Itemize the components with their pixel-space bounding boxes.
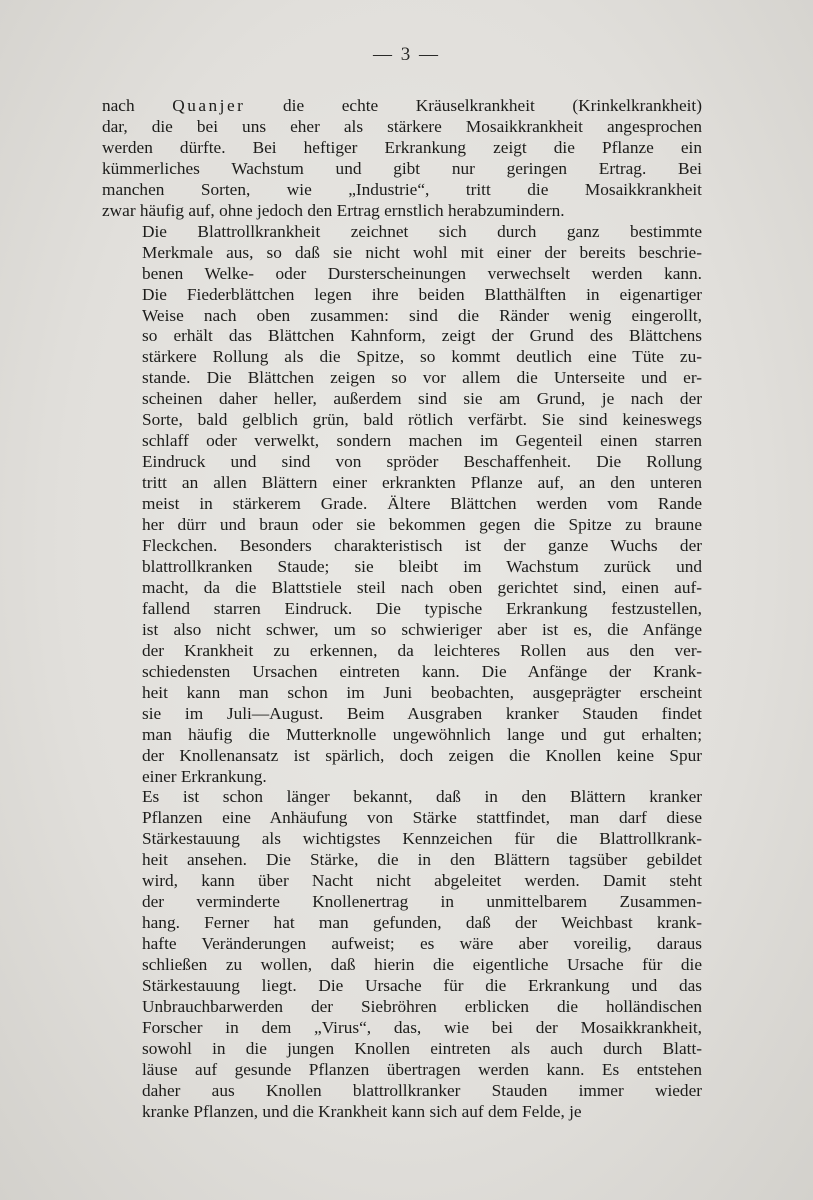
paragraph-2 [102, 222, 702, 788]
text-line: werden dürfte. Bei heftiger Erkrankung zeigt die Pflanze ein [102, 137, 702, 157]
text-line: nach Quanjer die echte Kräuselkrankheit (Krinkelkrankheit) [102, 96, 702, 115]
page-number: — 3 — [373, 44, 440, 65]
text-line: dar, die bei uns eher als stärkere Mosaikkrankheit angesprochen [102, 116, 702, 136]
text-line: daher aus Knollen blattrollkranker Stauden immer wieder [142, 1080, 702, 1100]
text-line: benen Welke- oder Dursterscheinungen verwechselt werden kann. [142, 263, 702, 283]
text-line: meist in stärkerem Grade. Ältere Blättchen werden vom Rande [142, 494, 702, 514]
paragraph-1 [102, 96, 702, 222]
body-text [102, 96, 702, 1123]
text-line: Forscher in dem „Virus“, das, wie bei der Mosaikkrankheit, [142, 1017, 702, 1037]
text-line: sie im Juli—August. Beim Ausgraben kranker Stauden findet [142, 703, 702, 723]
text-line: Unbrauchbarwerden der Siebröhren erblicken die holländischen [142, 996, 702, 1016]
text-line: stande. Die Blättchen zeigen so vor allem die Unterseite und er- [142, 368, 702, 388]
text-line: schließen zu wollen, daß hierin die eigentliche Ursache für die [142, 955, 702, 975]
text-line: macht, da die Blattstiele steil nach oben gerichtet sind, einen auf- [142, 577, 702, 597]
text-line: Fleckchen. Besonders charakteristisch ist der ganze Wuchs der [142, 536, 702, 556]
text-line: der verminderte Knollenertrag in unmittelbarem Zusammen- [142, 892, 702, 912]
text-line: einer Erkrankung. [142, 766, 267, 786]
text-line: schiedensten Ursachen eintreten kann. Die Anfänge der Krank- [142, 661, 702, 681]
text-line: so erhält das Blättchen Kahnform, zeigt der Grund des Blättchens [142, 326, 702, 346]
text-line: der Krankheit zu erkennen, da leichteres Rollen aus den ver- [142, 640, 702, 660]
text-line: fallend starren Eindruck. Die typische Erkrankung festzustellen, [142, 598, 702, 618]
text-line: der Knollenansatz ist spärlich, doch zeigen die Knollen keine Spur [142, 745, 702, 765]
text-line: wird, kann über Nacht nicht abgeleitet werden. Damit steht [142, 871, 702, 891]
text-line: Die Fiederblättchen legen ihre beiden Blatthälften in eigenartiger [142, 284, 702, 304]
text-line: Weise nach oben zusammen: sind die Ränder wenig eingerollt, [142, 305, 702, 325]
text-line: stärkere Rollung als die Spitze, so kommt deutlich eine Tüte zu- [142, 347, 702, 367]
text-line: manchen Sorten, wie „Industrie“, tritt die Mosaikkrankheit [102, 179, 702, 199]
author-name: Quanjer [172, 96, 246, 115]
text-line: Stärkestauung liegt. Die Ursache für die Erkrankung und das [142, 976, 702, 996]
text-line: sowohl in die jungen Knollen eintreten als auch durch Blatt- [142, 1038, 702, 1058]
text-line: Pflanzen eine Anhäufung von Stärke stattfindet, man darf diese [142, 808, 702, 828]
text-line: her dürr und braun oder sie bekommen gegen die Spitze zu braune [142, 515, 702, 535]
text-line: läuse auf gesunde Pflanzen übertragen werden kann. Es entstehen [142, 1059, 702, 1079]
text-line: man häufig die Mutterknolle ungewöhnlich lange und gut erhalten; [142, 724, 702, 744]
text-line: heit ansehen. Die Stärke, die in den Blättern tagsüber gebildet [142, 850, 702, 870]
text-line: schlaff oder verwelkt, sondern machen im Gegenteil einen starren [142, 431, 702, 451]
text-line: Die Blattrollkrankheit zeichnet sich durch ganz bestimmte [142, 221, 702, 241]
text-line: zwar häufig auf, ohne jedoch den Ertrag ernstlich herabzumindern. [102, 200, 565, 220]
text-line: hafte Veränderungen aufweist; es wäre aber voreilig, daraus [142, 934, 702, 954]
text-line: Eindruck und sind von spröder Beschaffenheit. Die Rollung [142, 452, 702, 472]
text-line: kümmerliches Wachstum und gibt nur geringen Ertrag. Bei [102, 158, 702, 178]
text-line: heit kann man schon im Juni beobachten, ausgeprägter erscheint [142, 682, 702, 702]
text-line: Stärkestauung als wichtigstes Kennzeichen für die Blattrollkrank- [142, 829, 702, 849]
text-line: kranke Pflanzen, und die Krankheit kann sich auf dem Felde, je [142, 1101, 582, 1121]
text-line: Merkmale aus, so daß sie nicht wohl mit einer der bereits beschrie- [142, 242, 702, 262]
text-line: Sorte, bald gelblich grün, bald rötlich verfärbt. Sie sind keineswegs [142, 410, 702, 430]
text-line: ist also nicht schwer, um so schwieriger aber ist es, die Anfänge [142, 619, 702, 639]
text-line: blattrollkranken Staude; sie bleibt im Wachstum zurück und [142, 556, 702, 576]
text-line: hang. Ferner hat man gefunden, daß der Weichbast krank- [142, 913, 702, 933]
text-line: tritt an allen Blättern einer erkrankten Pflanze auf, an den unteren [142, 473, 702, 493]
text-line: Es ist schon länger bekannt, daß in den Blättern kranker [142, 787, 702, 807]
text-line: scheinen daher heller, außerdem sind sie am Grund, je nach der [142, 389, 702, 409]
paragraph-3 [102, 787, 702, 1122]
